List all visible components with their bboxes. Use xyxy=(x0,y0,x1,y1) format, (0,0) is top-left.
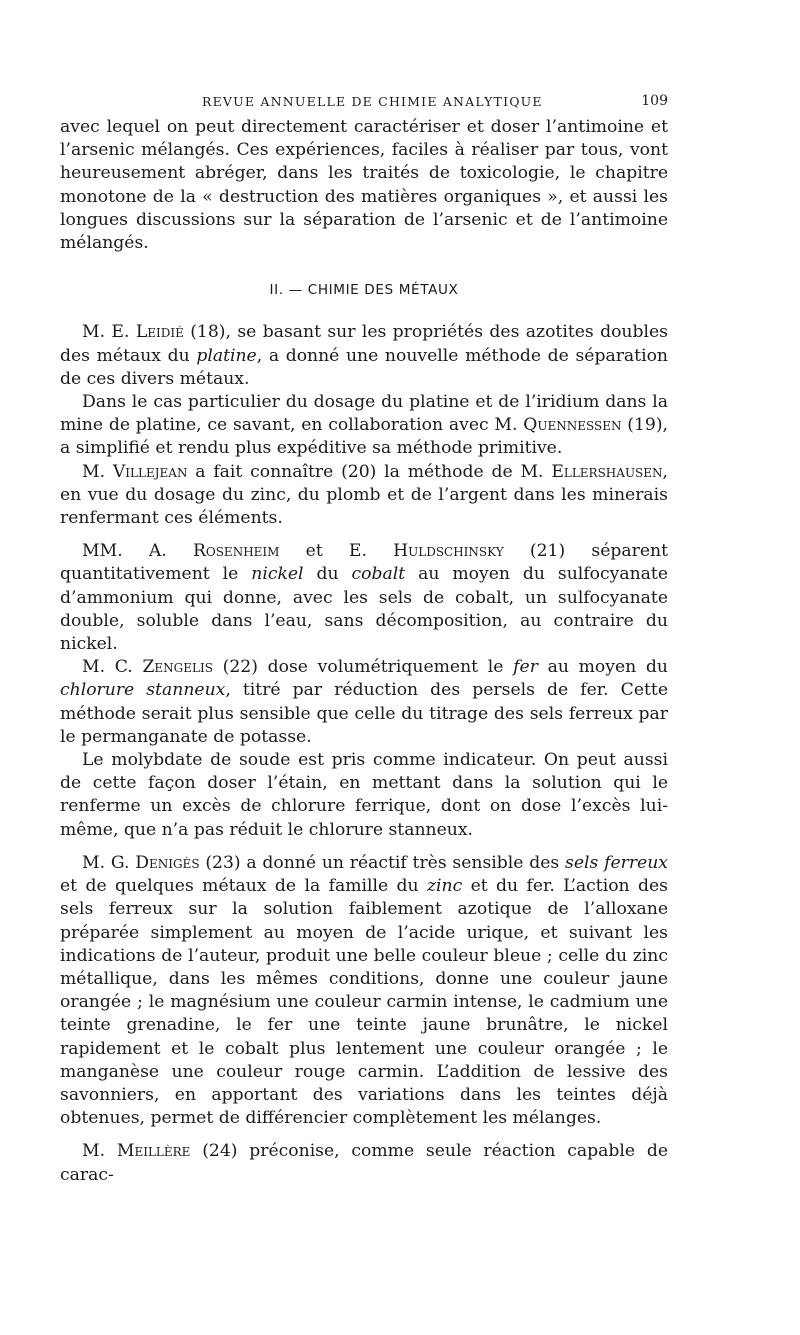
author-name: Quennessen xyxy=(523,415,622,436)
author-name: Villejean xyxy=(112,461,188,482)
author-name: Leidié xyxy=(135,322,184,343)
paragraph-platine: Dans le cas particulier du dosage du platine et de l’iridium dans la mine de platine, ce savant, en collaboration avec M. Quennessen (19), a simplifié et rendu plus expéditive sa méthode primitive. xyxy=(60,392,668,459)
paragraph-deniges: M. G. Denigès (23) a donné un réactif très sensible des sels ferreux et de quelques métaux de la famille du zinc et du fer. L’action des sels ferreux sur la solution faiblement azotique de l’alloxane préparée simplement au moyen de l’acide urique, et suivant les indications de l’auteur, produit une belle couleur bleue ; celle du zinc métallique, dans les mêmes conditions, donne une couleur jaune orangée ; le magnésium une couleur carmin intense, le cadmium une teinte grenadine, le fer une teinte jaune brunâtre, le nickel rapidement et le cobalt plus lentement une couleur orangée ; le manganèse une couleur rouge carmin. L’addition de lessive des savonniers, en apportant des variations dans les teintes déjà obtenues, permet de différencier complètement les mélanges. xyxy=(60,852,668,1129)
author-name: Huldschinsky xyxy=(393,541,504,562)
paragraph-molybdate: Le molybdate de soude est pris comme indicateur. On peut aussi de cette façon doser l’étain, en mettant dans la solution qui le renferme un excès de chlorure ferrique, dont on dose l’excès lui-même, que n’a pas réduit le chlorure stanneux. xyxy=(60,750,668,840)
author-name: Ellershausen xyxy=(551,461,663,482)
paragraph-rosenheim: MM. A. Rosenheim et E. Huldschinsky (21) séparent quantitativement le nickel du cobalt au moyen du sulfocyanate d’ammonium qui donne, avec les sels de cobalt, un sulfocyanate double, soluble dans l’eau, sans décomposition, au contraire du nickel. xyxy=(60,541,668,655)
page-number: 109 xyxy=(641,93,668,109)
paragraph-continuation: avec lequel on peut directement caractériser et doser l’antimoine et l’arsenic mélangés. Ces expériences, faciles à réaliser par tous, vont heureusement abréger, dans les traités de toxicologie, le chapitre monotone de la « destruction des matières organiques », et aussi les longues discussions sur la séparation de l’arsenic et de l’antimoine mélangés. xyxy=(60,117,668,254)
paragraph-meillere: M. Meillère (24) préconise, comme seule réaction capable de carac- xyxy=(60,1141,669,1185)
author-name: Denigès xyxy=(135,852,200,873)
running-header xyxy=(60,90,668,116)
section-title: II. — CHIMIE DES MÉTAUX xyxy=(269,282,459,299)
paragraph-leidie: M. E. Leidié (18), se basant sur les propriétés des azotites doubles des métaux du platine, a donné une nouvelle méthode de séparation de ces divers métaux. xyxy=(60,322,668,389)
document-page xyxy=(60,90,668,1187)
author-name: Rosenheim xyxy=(192,541,280,562)
author-name: Meillère xyxy=(116,1141,191,1162)
paragraph-villejean: M. Villejean a fait connaître (20) la méthode de M. Ellershausen, en vue du dosage du zinc, du plomb et de l’argent dans les minerais renfermant ces éléments. xyxy=(60,461,669,529)
author-name: Zengelis xyxy=(142,657,213,678)
running-title: REVUE ANNUELLE DE CHIMIE ANALYTIQUE xyxy=(202,94,543,109)
paragraph-zengelis: M. C. Zengelis (22) dose volumétriquement le fer au moyen du chlorure stanneux, titré par réduction des persels de fer. Cette méthode serait plus sensible que celle du titrage des sels ferreux par le permanganate de potasse. xyxy=(60,657,668,747)
